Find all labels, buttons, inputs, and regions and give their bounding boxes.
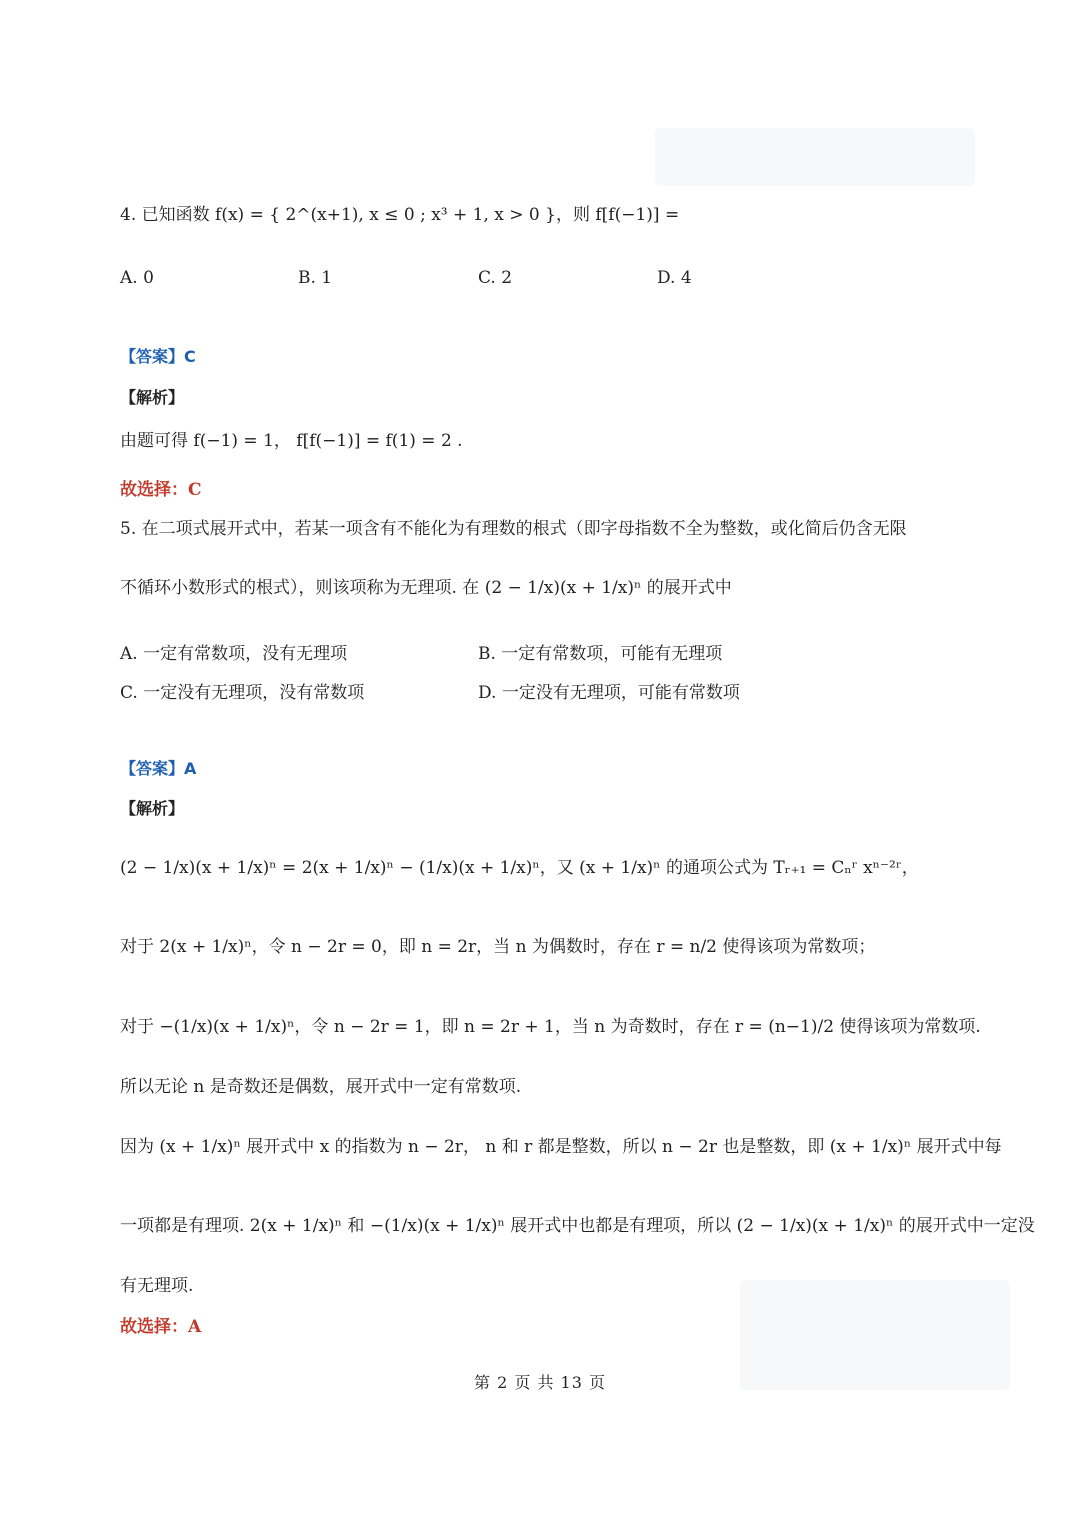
q5-conclusion: 故选择：A [120,1317,202,1337]
page-footer: 第 2 页 共 13 页 [474,1373,606,1392]
q5-option-c: C. 一定没有无理项，没有常数项 [120,683,365,703]
q4-option-a: A. 0 [120,268,154,288]
q4-analysis-title: 【解析】 [120,388,185,407]
q5-analysis-title: 【解析】 [120,799,185,818]
q4-option-b: B. 1 [298,268,333,288]
q5-analysis-line: 一项都是有理项. 2(x + 1/x)ⁿ 和 −(1/x)(x + 1/x)ⁿ 展开式中也都是有理项，所以 (2 − 1/x)(x + 1/x)ⁿ 的展开式中一定没 [120,1216,1035,1236]
q5-answer: 【答案】A [120,759,197,778]
question-4-stem: 4. 已知函数 f(x) = { 2^(x+1), x ≤ 0 ; x³ + 1, x > 0 }，则 f[f(−1)] = [120,205,680,225]
q5-analysis-line: 有无理项. [120,1276,194,1296]
q4-analysis: 由题可得 f(−1) = 1， f[f(−1)] = f(1) = 2 . [120,431,463,451]
q4-conclusion: 故选择：C [120,480,202,500]
q5-analysis-line: 所以无论 n 是奇数还是偶数，展开式中一定有常数项. [120,1077,522,1097]
q4-answer: 【答案】C [120,347,196,366]
q5-analysis-line: (2 − 1/x)(x + 1/x)ⁿ = 2(x + 1/x)ⁿ − (1/x)(x + 1/x)ⁿ，又 (x + 1/x)ⁿ 的通项公式为 Tᵣ₊₁ = Cₙʳ xⁿ⁻²ʳ， [120,858,919,878]
q5-option-a: A. 一定有常数项，没有无理项 [120,644,348,664]
q5-option-d: D. 一定没有无理项，可能有常数项 [478,683,740,703]
q5-option-b: B. 一定有常数项，可能有无理项 [478,644,723,664]
q4-option-c: C. 2 [478,268,513,288]
scan-smudge [655,128,975,186]
q5-analysis-line: 对于 −(1/x)(x + 1/x)ⁿ，令 n − 2r = 1，即 n = 2r + 1，当 n 为奇数时，存在 r = (n−1)/2 使得该项为常数项. [120,1017,981,1037]
question-5-stem-line1: 5. 在二项式展开式中，若某一项含有不能化为有理数的根式（即字母指数不全为整数，或化简后仍含无限 [120,519,907,539]
q5-analysis-line: 因为 (x + 1/x)ⁿ 展开式中 x 的指数为 n − 2r， n 和 r 都是整数，所以 n − 2r 也是整数，即 (x + 1/x)ⁿ 展开式中每 [120,1137,1002,1157]
question-5-stem-line2: 不循环小数形式的根式），则该项称为无理项. 在 (2 − 1/x)(x + 1/x)ⁿ 的展开式中 [120,578,732,598]
q5-analysis-line: 对于 2(x + 1/x)ⁿ，令 n − 2r = 0，即 n = 2r，当 n 为偶数时，存在 r = n/2 使得该项为常数项； [120,937,876,957]
q4-option-d: D. 4 [657,268,692,288]
